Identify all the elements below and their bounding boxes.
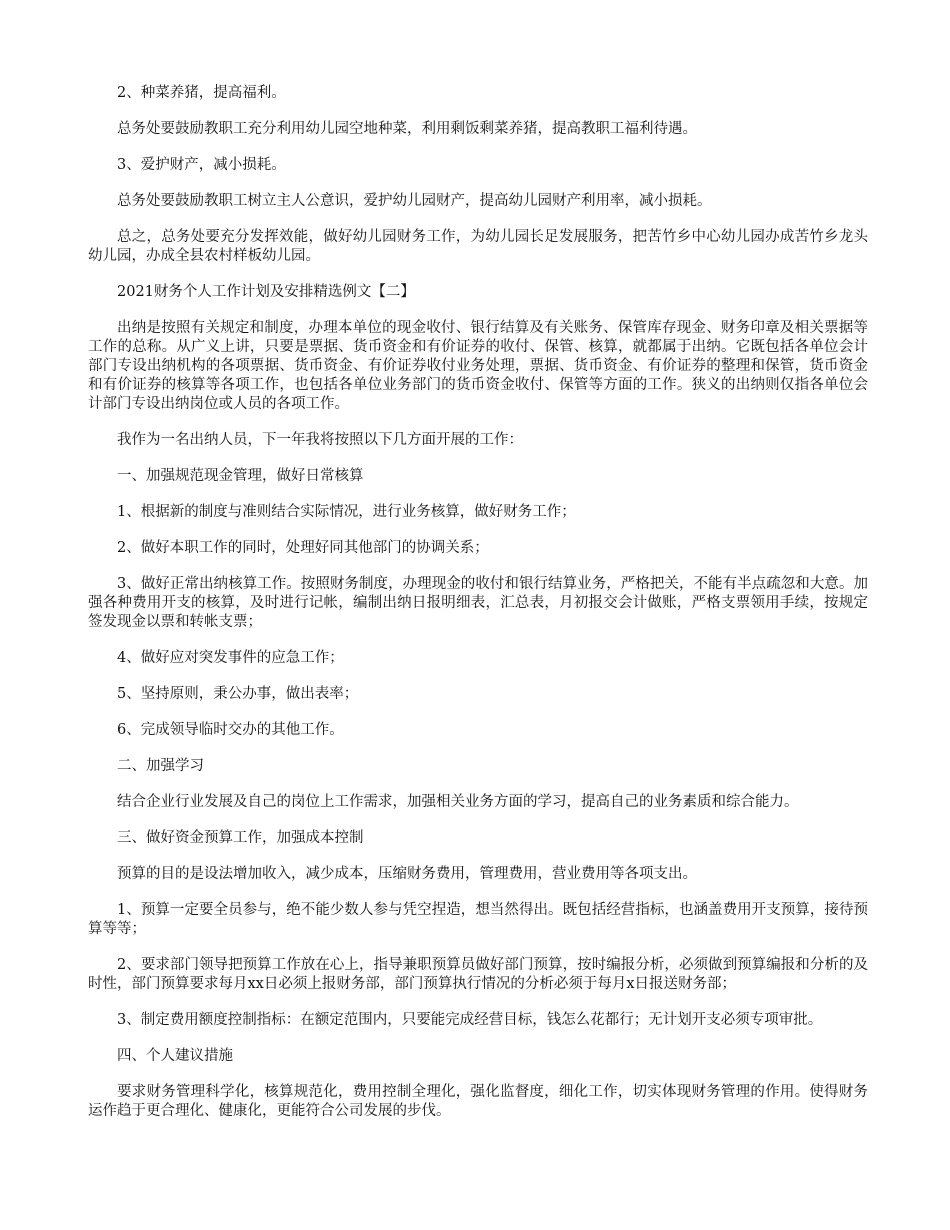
paragraph-7: 出纳是按照有关规定和制度，办理本单位的现金收付、银行结算及有关账务、保管库存现金、财务印章及相关票据等工作的总称。从广义上讲，只要是票据、货币资金和有价证券的收付、保管、核算，就都属于出纳。它既包括各单位会计部门专设出纳机构的各项票据、货币资金、有价证券收付业务处理，票据、货币资金、有价证券的整理和保管，货币资金和有价证券的核算等各项工作，也包括各单位业务部门的货币资金收付、保管等方面的工作。狭义的出纳则仅指各单位会计部门专设出纳岗位或人员的各项工作。 [88,320,868,412]
paragraph-8: 我作为一名出纳人员，下一年我将按照以下几方面开展的工作： [117,432,523,448]
paragraph-11: 2、做好本职工作的同时，处理好同其他部门的协调关系； [117,540,489,556]
paragraph-2: 总务处要鼓励教职工充分利用幼儿园空地种菜，利用剩饭剩菜养猪，提高教职工福利待遇。 [117,121,697,137]
section-heading-2: 2021财务个人工作计划及安排精选例文【二】 [117,284,415,300]
paragraph-4: 总务处要鼓励教职工树立主人公意识，爱护幼儿园财产，提高幼儿园财产利用率，减小损耗。 [117,193,712,209]
paragraph-3: 3、爱护财产，减小损耗。 [117,157,286,173]
heading-4: 四、个人建议措施 [117,1048,233,1064]
paragraph-24: 要求财务管理科学化，核算规范化，费用控制全理化，强化监督度，细化工作，切实体现财务管理的作用。使得财务运作趋于更合理化、健康化，更能符合公司发展的步伐。 [88,1084,868,1119]
paragraph-13: 4、做好应对突发事件的应急工作； [117,650,344,666]
paragraph-19: 预算的目的是设法增加收入，减少成本，压缩财务费用，管理费用，营业费用等各项支出。 [117,866,697,882]
paragraph-22: 3、制定费用额度控制指标：在额定范围内，只要能完成经营目标，钱怎么花都行；无计划开支必须专项审批。 [117,1012,823,1028]
paragraph-21: 2、要求部门领导把预算工作放在心上，指导兼职预算员做好部门预算，按时编报分析，必须做到预算编报和分析的及时性，部门预算要求每月xx日必须上报财务部，部门预算执行情况的分析必须于每月x日报送财务部； [88,957,868,992]
paragraph-15: 6、完成领导临时交办的其他工作。 [117,722,344,738]
heading-3: 三、做好资金预算工作，加强成本控制 [117,830,364,846]
paragraph-14: 5、坚持原则，秉公办事，做出表率； [117,686,359,702]
paragraph-1: 2、种菜养猪，提高福利。 [117,85,286,101]
paragraph-10: 1、根据新的制度与准则结合实际情况，进行业务核算，做好财务工作； [117,504,576,520]
paragraph-17: 结合企业行业发展及自己的岗位上工作需求，加强相关业务方面的学习，提高自己的业务素质和综合能力。 [117,794,799,810]
paragraph-12: 3、做好正常出纳核算工作。按照财务制度，办理现金的收付和银行结算业务，严格把关，不能有半点疏忽和大意。加强各种费用开支的核算，及时进行记帐，编制出纳日报明细表，汇总表，月初报交会计做账，严格支票领用手续，按规定签发现金以票和转帐支票； [88,576,868,630]
document-body [88,84,868,1138]
heading-2: 二、加强学习 [117,758,204,774]
paragraph-20: 1、预算一定要全员参与，绝不能少数人参与凭空捏造，想当然得出。既包括经营指标，也涵盖费用开支预算，接待预算等等； [88,902,868,937]
paragraph-5: 总之，总务处要充分发挥效能，做好幼儿园财务工作，为幼儿园长足发展服务，把苦竹乡中心幼儿园办成苦竹乡龙头幼儿园，办成全县农村样板幼儿园。 [88,229,868,264]
heading-1: 一、加强规范现金管理，做好日常核算 [117,468,364,484]
